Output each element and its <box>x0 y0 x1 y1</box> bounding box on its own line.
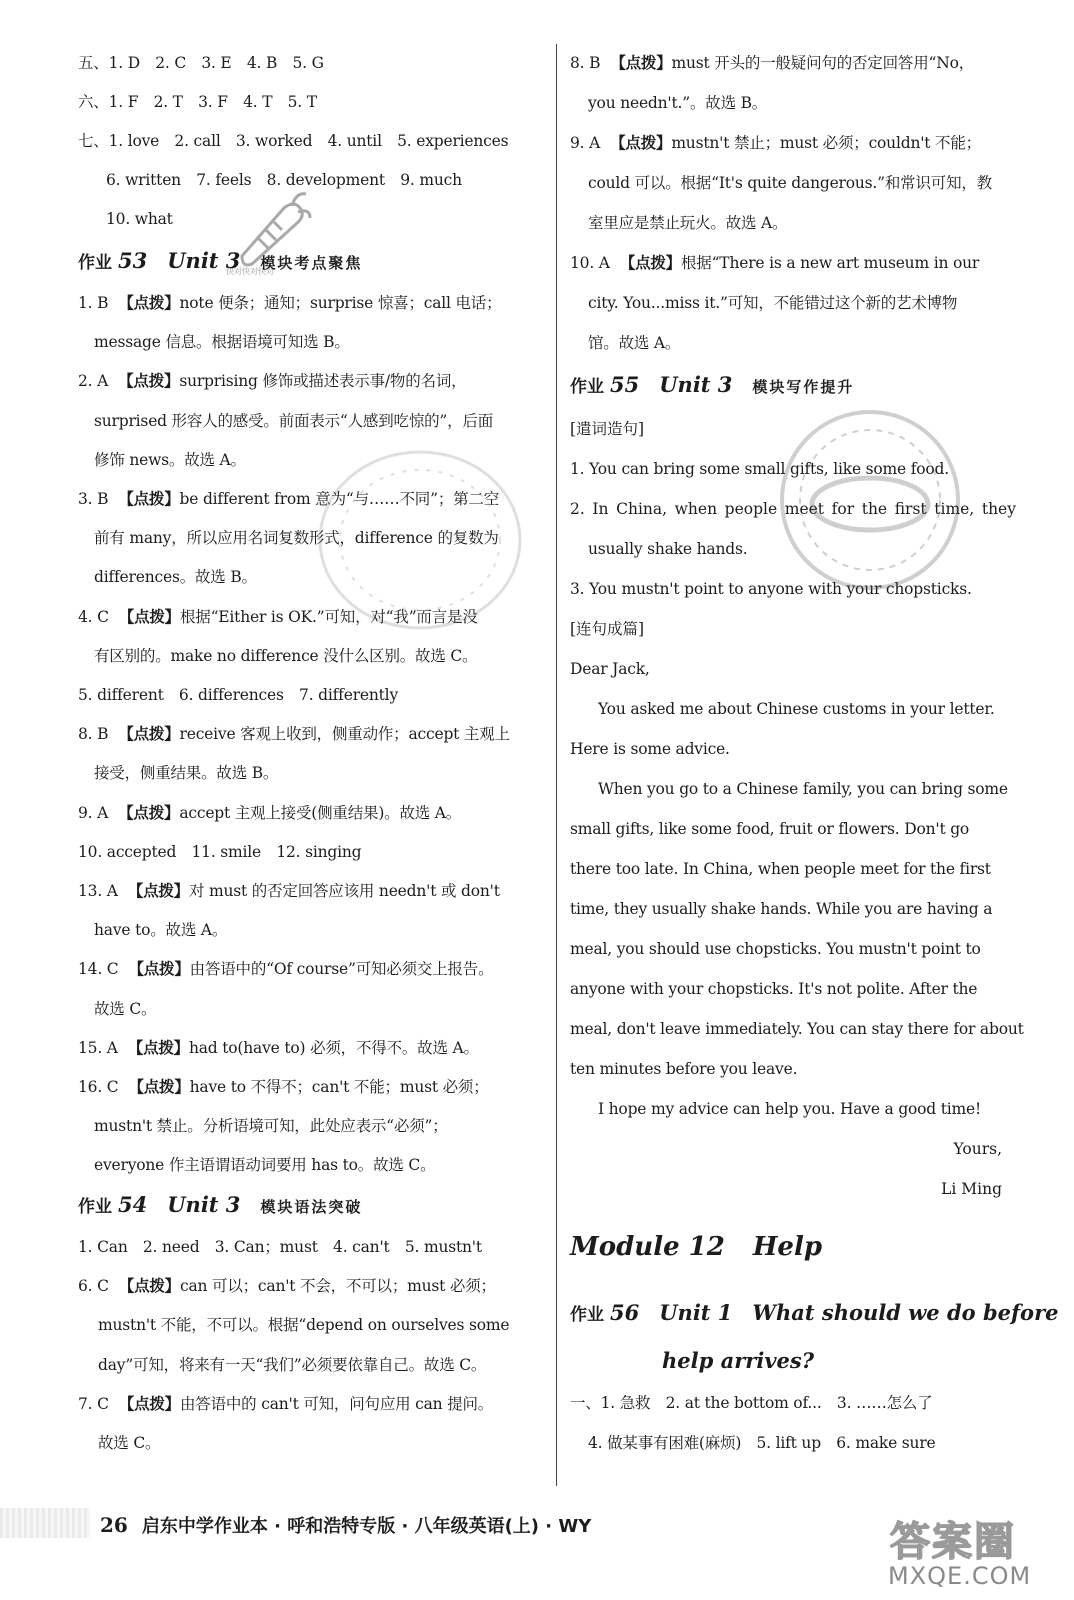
heading-unit: Unit 3 <box>167 248 241 273</box>
heading-number: 54 <box>118 1192 148 1217</box>
answer-explanation: 由答语中的“Of course”可知必须交上报告。 <box>189 960 494 979</box>
answer-key: 4. C <box>78 607 109 626</box>
answer-line: 一、1. 急救 2. at the bottom of... 3. ……怎么了 <box>570 1394 933 1412</box>
hint-tag: 【点拨】 <box>118 802 180 822</box>
answer-line: 故选 C。 <box>94 999 157 1018</box>
hint-tag: 【点拨】 <box>118 606 180 626</box>
mascot-logo-icon <box>222 186 312 276</box>
heading-label: 作业 <box>570 1305 604 1325</box>
answer-line: 10. accepted 11. smile 12. singing <box>78 842 362 861</box>
exercise-heading-54 <box>78 1192 362 1220</box>
answer-key: 10. A <box>570 254 610 272</box>
answer-line <box>570 252 979 274</box>
answer-explanation: must 开头的一般疑问句的否定回答用“No， <box>671 54 975 72</box>
answer-line: have to。故选 A。 <box>94 921 228 940</box>
letter-line: ten minutes before you leave. <box>570 1060 798 1078</box>
answer-line <box>78 723 510 745</box>
heading-title-cont: help arrives? <box>662 1348 815 1373</box>
answer-line: 前有 many，所以应用名词复数形式，difference 的复数为 <box>94 529 499 548</box>
answer-explanation: had to(have to) 必须，不得不。故选 A。 <box>188 1038 479 1057</box>
answer-key: 15. A <box>78 1038 118 1057</box>
heading-number: 53 <box>118 248 148 273</box>
answer-line <box>570 52 974 74</box>
hint-tag: 【点拨】 <box>118 724 180 744</box>
hint-tag: 【点拨】 <box>128 959 190 979</box>
letter-line: there too late. In China, when people meet for the first <box>570 860 991 878</box>
answer-line <box>78 1076 489 1098</box>
answer-line: 故选 C。 <box>98 1434 161 1452</box>
answer-key: 3. B <box>78 490 109 508</box>
answer-line <box>78 1393 493 1415</box>
hint-tag: 【点拨】 <box>118 1393 180 1413</box>
letter-signature: Li Ming <box>941 1180 1002 1198</box>
exercise-heading-56-line2 <box>662 1348 834 1376</box>
letter-line: When you go to a Chinese family, you can bring some <box>598 780 1008 798</box>
hint-tag: 【点拨】 <box>118 1276 180 1296</box>
heading-unit: Unit 3 <box>659 372 733 397</box>
answer-line: 七、1. love 2. call 3. worked 4. until 5. experiences <box>78 132 509 150</box>
answer-key: 16. C <box>78 1078 119 1096</box>
section-label: [遣词造句] <box>570 420 645 438</box>
section-label: [连句成篇] <box>570 620 645 638</box>
site-watermark-url: MXQE.COM <box>888 1562 1032 1590</box>
answer-line: message 信息。根据语境可知选 B。 <box>94 333 350 352</box>
answer-line: 4. 做某事有困难(麻烦) 5. lift up 6. make sure <box>588 1434 936 1452</box>
answer-line: 1. Can 2. need 3. Can；must 4. can't 5. mustn't <box>78 1238 482 1256</box>
letter-line: Here is some advice. <box>570 740 730 758</box>
answer-line <box>78 880 500 902</box>
answer-key: 13. A <box>78 882 118 900</box>
answer-line <box>78 370 466 392</box>
answer-explanation: surprising 修饰或描述表示事/物的名词， <box>179 372 467 391</box>
hint-tag: 【点拨】 <box>610 53 672 72</box>
site-watermark-logo: 答案圈 <box>890 1519 1016 1565</box>
heading-title: 模块语法突破 <box>260 1198 363 1216</box>
answer-key: 1. B <box>78 294 109 312</box>
answer-line <box>570 132 981 154</box>
answer-key: 9. A <box>570 134 601 152</box>
letter-line: anyone with your chopsticks. It's not polite. After the <box>570 980 978 998</box>
page-footer <box>100 1512 591 1538</box>
heading-title: 模块考点聚焦 <box>260 254 363 272</box>
heading-label: 作业 <box>78 1197 112 1217</box>
hint-tag: 【点拨】 <box>127 881 189 900</box>
answer-line: differences。故选 B。 <box>94 568 257 587</box>
answer-line: 室里应是禁止玩火。故选 A。 <box>588 214 788 232</box>
answer-explanation: can 可以；can't 不会，不可以；must 必须； <box>179 1277 496 1296</box>
answer-key: 8. B <box>78 725 109 744</box>
answer-line: city. You...miss it.”可知，不能错过这个新的艺术博物 <box>588 294 958 312</box>
page-number: 26 <box>100 1513 128 1537</box>
answer-explanation: have to 不得不；can't 不能；must 必须； <box>189 1078 489 1096</box>
hint-tag: 【点拨】 <box>118 371 180 391</box>
answer-line <box>78 292 501 314</box>
exercise-heading-55 <box>570 372 854 400</box>
answer-line: 馆。故选 A。 <box>588 334 681 352</box>
answer-line: 五、1. D 2. C 3. E 4. B 5. G <box>78 54 324 72</box>
answer-explanation: mustn't 禁止；must 必须；couldn't 不能； <box>671 134 981 152</box>
hint-tag: 【点拨】 <box>118 489 180 508</box>
answer-key: 7. C <box>78 1394 109 1413</box>
exercise-heading-53 <box>78 248 362 276</box>
answer-line <box>78 1037 479 1059</box>
hint-tag: 【点拨】 <box>619 253 681 272</box>
heading-title: 模块写作提升 <box>752 378 855 396</box>
answer-key: 6. C <box>78 1277 109 1296</box>
answer-explanation: receive 客观上收到，侧重动作；accept 主观上 <box>179 725 510 744</box>
scan-edge <box>0 1508 90 1538</box>
heading-number: 55 <box>610 372 640 397</box>
letter-line: meal, you should use chopsticks. You mustn't point to <box>570 940 981 958</box>
heading-number: 56 <box>610 1300 640 1325</box>
hint-tag: 【点拨】 <box>118 293 180 312</box>
letter-line: time, they usually shake hands. While you are having a <box>570 900 993 918</box>
answer-line: surprised 形容人的感受。前面表示“人感到吃惊的”，后面 <box>94 411 494 430</box>
answer-line: day”可知，将来有一天“我们”必须要依靠自己。故选 C。 <box>98 1355 487 1374</box>
answer-explanation: accept 主观上接受(侧重结果)。故选 A。 <box>179 803 462 822</box>
hint-tag: 【点拨】 <box>127 1037 189 1057</box>
exercise-heading-56 <box>570 1300 1059 1328</box>
column-divider <box>556 44 557 1486</box>
mascot-text: 快对快对快对 <box>226 267 274 276</box>
answer-explanation: 根据“There is a new art museum in our <box>680 254 980 272</box>
letter-line: You asked me about Chinese customs in your letter. <box>598 700 995 718</box>
answer-line <box>78 958 493 980</box>
answer-line: 5. different 6. differences 7. differently <box>78 686 398 704</box>
sentence: usually shake hands. <box>588 540 748 558</box>
letter-greeting: Dear Jack, <box>570 660 650 678</box>
answer-line <box>78 802 461 824</box>
heading-label: 作业 <box>570 377 604 397</box>
answer-line: 接受，侧重结果。故选 B。 <box>94 764 279 783</box>
answer-line: you needn't.”。故选 B。 <box>588 94 768 112</box>
answer-explanation: 由答语中的 can't 可知，问句应用 can 提问。 <box>179 1394 494 1413</box>
letter-line: I hope my advice can help you. Have a good time! <box>598 1100 982 1118</box>
module-number: Module 12 <box>570 1232 725 1262</box>
answer-line: 10. what <box>106 210 173 228</box>
hint-tag: 【点拨】 <box>128 1077 190 1096</box>
answer-line: 六、1. F 2. T 3. F 4. T 5. T <box>78 93 317 111</box>
answer-line <box>78 1275 496 1297</box>
answer-key: 9. A <box>78 803 109 822</box>
module-name: Help <box>752 1232 823 1262</box>
answer-line: 修饰 news。故选 A。 <box>94 450 246 469</box>
stamp-watermark-icon <box>310 440 530 640</box>
letter-line: meal, don't leave immediately. You can stay there for about <box>570 1020 1024 1038</box>
answer-line: mustn't 禁止。分析语境可知，此处应表示“必须”； <box>94 1117 448 1136</box>
sentence: 1. You can bring some small gifts, like some food. <box>570 460 950 478</box>
heading-unit: Unit 3 <box>167 1192 241 1217</box>
letter-closing: Yours, <box>953 1140 1002 1158</box>
answer-explanation: 根据“Either is OK.”可知，对“我”而言是没 <box>179 607 478 626</box>
stamp-watermark-icon <box>770 400 970 600</box>
letter-line: small gifts, like some food, fruit or flowers. Don't go <box>570 820 970 838</box>
answer-key: 2. A <box>78 372 109 391</box>
hint-tag: 【点拨】 <box>610 133 672 152</box>
answer-key: 14. C <box>78 960 119 979</box>
answer-line: mustn't 不能，不可以。根据“depend on ourselves some <box>98 1316 510 1335</box>
answer-explanation: be different from 意为“与……不同”；第二空 <box>179 490 500 508</box>
answer-line: everyone 作主语谓语动词要用 has to。故选 C。 <box>94 1156 436 1175</box>
answer-explanation: 对 must 的否定回答应该用 needn't 或 don't <box>188 882 500 900</box>
sentence: 3. You mustn't point to anyone with your chopsticks. <box>570 580 972 598</box>
answer-key: 8. B <box>570 54 601 72</box>
answer-explanation: note 便条；通知；surprise 惊喜；call 电话； <box>179 294 502 312</box>
answer-line: 6. written 7. feels 8. development 9. much <box>106 171 462 189</box>
module-title <box>570 1232 822 1262</box>
answer-line: could 可以。根据“It's quite dangerous.”和常识可知，教 <box>588 174 992 192</box>
footer-text: 启东中学作业本 · 呼和浩特专版 · 八年级英语(上) · WY <box>141 1516 592 1537</box>
heading-title: What should we do before <box>752 1300 1059 1325</box>
heading-unit: Unit 1 <box>659 1300 733 1325</box>
heading-label: 作业 <box>78 253 112 273</box>
sentence: 2. In China, when people meet for the first time, they <box>570 500 1016 518</box>
answer-line: 有区别的。make no difference 没什么区别。故选 C。 <box>94 646 478 665</box>
